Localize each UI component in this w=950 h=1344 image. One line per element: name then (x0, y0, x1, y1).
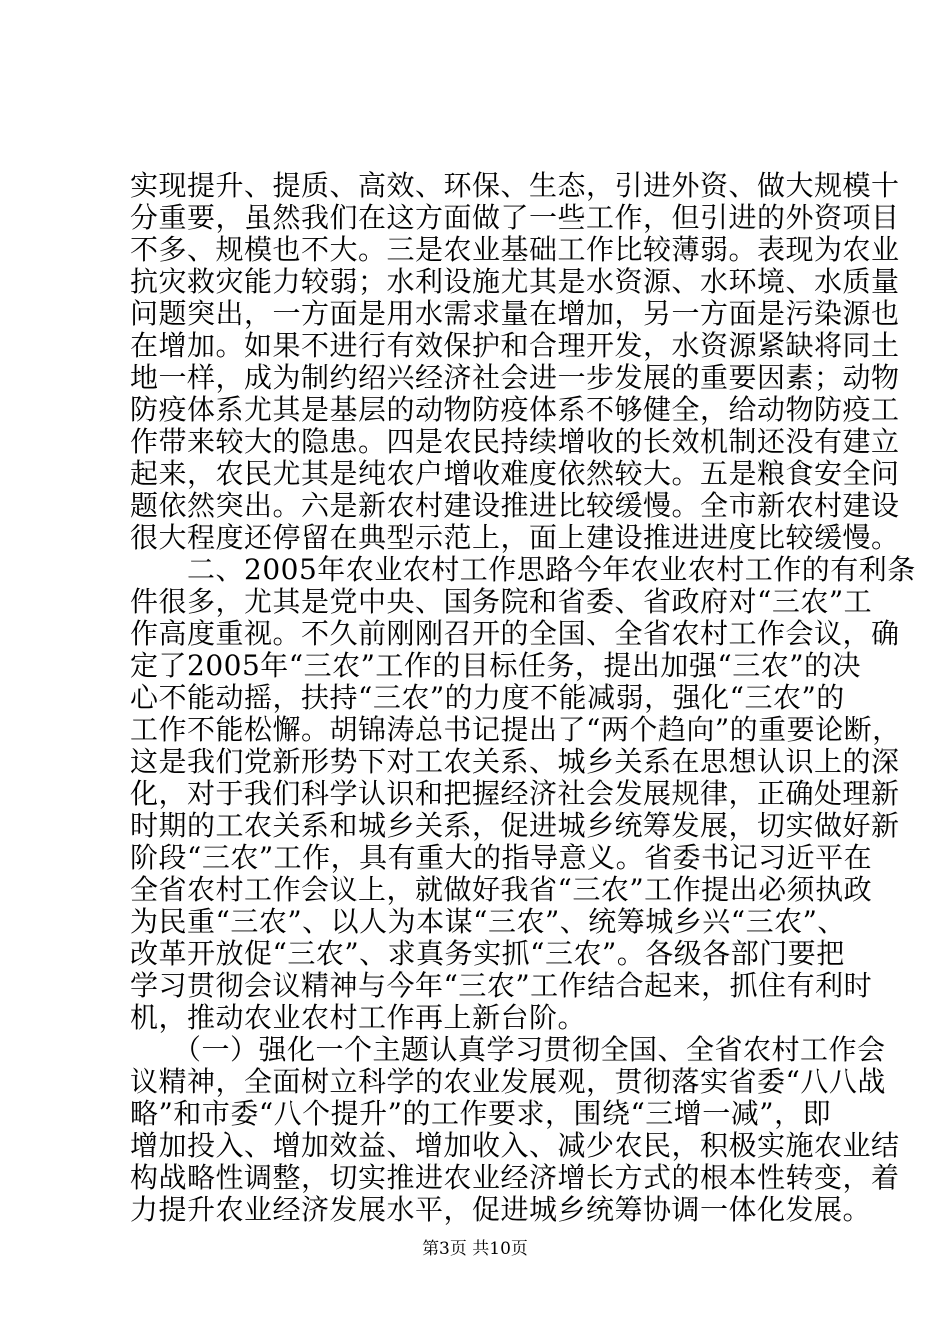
paragraph (130, 169, 900, 554)
text-line: 分重要，虽然我们在这方面做了一些工作，但引进的外资项目 (130, 201, 900, 234)
text-line: 地一样，成为制约绍兴经济社会进一步发展的重要因素；动物 (130, 361, 900, 394)
text-line: 议精神，全面树立科学的农业发展观，贯彻落实省委“八八战 (130, 1065, 886, 1098)
document-body (130, 169, 916, 1226)
text-line: （一）强化一个主题认真学习贯彻全国、全省农村工作会 (130, 1033, 886, 1066)
text-line: 心不能动摇，扶持“三农”的力度不能减弱，强化“三农”的 (130, 681, 845, 714)
text-line: 很大程度还停留在典型示范上，面上建设推进进度比较缓慢。 (130, 521, 900, 554)
text-line: 作带来较大的隐患。四是农民持续增收的长效机制还没有建立 (130, 425, 900, 458)
paragraph (130, 553, 916, 1034)
text-line: 略”和市委“八个提升”的工作要求，围绕“三增一减”，即 (130, 1097, 832, 1130)
text-line: 工作不能松懈。胡锦涛总书记提出了“两个趋向”的重要论断， (130, 713, 901, 746)
text-line: 改革开放促“三农”、求真务实抓“三农”。各级各部门要把 (130, 937, 845, 970)
text-line: 增加投入、增加效益、增加收入、减少农民，积极实施农业结 (130, 1129, 900, 1162)
text-line: 时期的工农关系和城乡关系，促进城乡统筹发展，切实做好新 (130, 809, 900, 842)
text-line: 不多、规模也不大。三是农业基础工作比较薄弱。表现为农业 (130, 233, 900, 266)
text-line: 实现提升、提质、高效、环保、生态，引进外资、做大规模十 (130, 169, 900, 202)
text-line: 学习贯彻会议精神与今年“三农”工作结合起来，抓住有利时 (130, 969, 873, 1002)
text-line: 这是我们党新形势下对工农关系、城乡关系在思想认识上的深 (130, 745, 900, 778)
text-line: 构战略性调整，切实推进农业经济增长方式的根本性转变，着 (130, 1161, 900, 1194)
text-line: 为民重“三农”、以人为本谋“三农”、统筹城乡兴“三农”、 (130, 905, 846, 938)
text-line: 化，对于我们科学认识和把握经济社会发展规律，正确处理新 (130, 777, 900, 810)
text-line: 题依然突出。六是新农村建设推进比较缓慢。全市新农村建设 (130, 489, 900, 522)
text-line: 作高度重视。不久前刚刚召开的全国、全省农村工作会议，确 (130, 617, 900, 650)
text-line: 阶段“三农”工作，具有重大的指导意义。省委书记习近平在 (130, 841, 873, 874)
text-line: 防疫体系尤其是基层的动物防疫体系不够健全，给动物防疫工 (130, 393, 900, 426)
text-line: 抗灾救灾能力较弱；水利设施尤其是水资源、水环境、水质量 (130, 265, 900, 298)
paragraph (130, 1033, 900, 1226)
text-line: 机，推动农业农村工作再上新台阶。 (130, 1001, 587, 1034)
text-line: 件很多，尤其是党中央、国务院和省委、省政府对“三农”工 (130, 585, 873, 618)
text-line: 全省农村工作会议上，就做好我省“三农”工作提出必须执政 (130, 873, 873, 906)
text-line: 力提升农业经济发展水平，促进城乡统筹协调一体化发展。 (130, 1193, 872, 1226)
page-footer: 第3页 共10页 (422, 1239, 528, 1259)
text-line: 起来，农民尤其是纯农户增收难度依然较大。五是粮食安全问 (130, 457, 900, 490)
text-line: 问题突出，一方面是用水需求量在增加，另一方面是污染源也 (130, 297, 900, 330)
text-line: 定了2005年“三农”工作的目标任务，提出加强“三农”的决 (130, 649, 862, 682)
text-line: 二、2005年农业农村工作思路今年农业农村工作的有利条 (130, 553, 916, 586)
text-line: 在增加。如果不进行有效保护和合理开发，水资源紧缺将同土 (130, 329, 900, 362)
